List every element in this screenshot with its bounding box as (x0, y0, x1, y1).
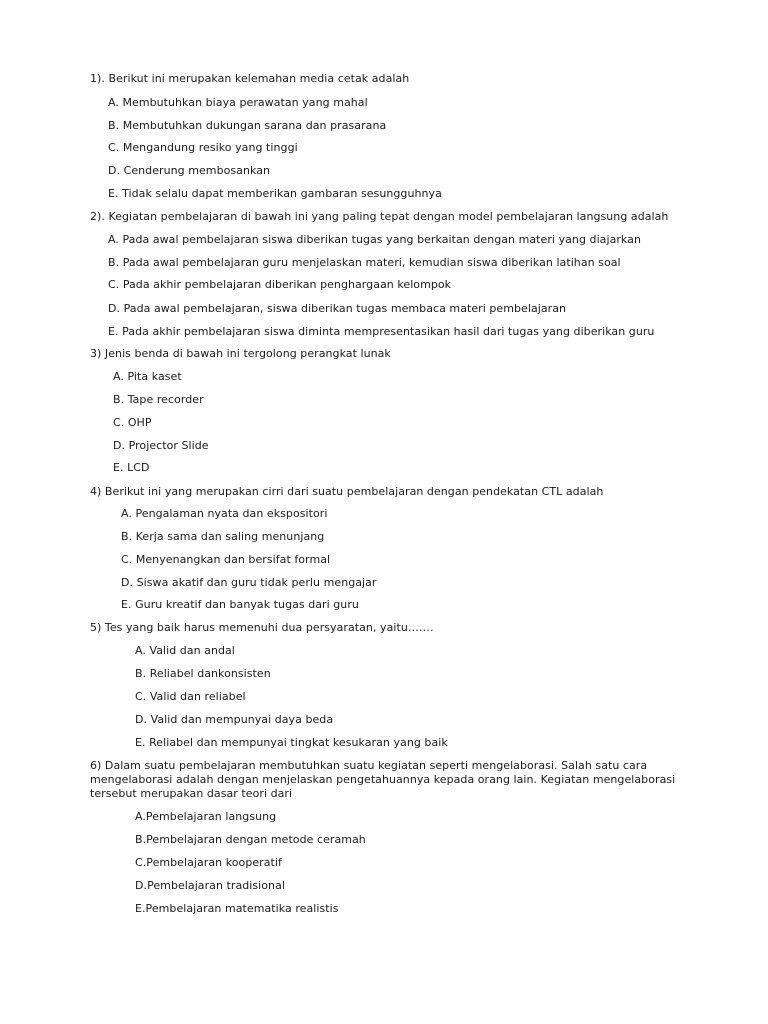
question-3-option-b: B. Tape recorder (113, 393, 204, 406)
question-6-text-line-2: mengelaborasi adalah dengan menjelaskan pengetahuannya kepada orang lain. Kegiatan mengelaborasi (90, 773, 676, 786)
question-5-option-c: C. Valid dan reliabel (135, 690, 246, 703)
question-4-text: 4) Berikut ini yang merupakan cirri dari suatu pembelajaran dengan pendekatan CTL adalah (90, 485, 604, 498)
question-5-text: 5) Tes yang baik harus memenuhi dua persyaratan, yaitu……. (90, 621, 434, 634)
question-1-option-d: D. Cenderung membosankan (108, 164, 271, 177)
question-3-option-c: C. OHP (113, 416, 152, 429)
question-3-option-d: D. Projector Slide (113, 439, 209, 452)
question-2-option-b: B. Pada awal pembelajaran guru menjelaskan materi, kemudian siswa diberikan latihan soal (108, 256, 621, 269)
question-4-option-a: A. Pengalaman nyata dan ekspositori (121, 507, 328, 520)
question-1-option-a: A. Membutuhkan biaya perawatan yang mahal (108, 96, 368, 109)
question-1-text: 1). Berikut ini merupakan kelemahan media cetak adalah (90, 72, 410, 85)
question-3-option-e: E. LCD (113, 461, 150, 474)
question-5-option-a: A. Valid dan andal (135, 644, 235, 657)
question-3-text: 3) Jenis benda di bawah ini tergolong perangkat lunak (90, 347, 391, 360)
question-4-option-d: D. Siswa akatif dan guru tidak perlu mengajar (121, 576, 377, 589)
question-1-option-e: E. Tidak selalu dapat memberikan gambaran sesungguhnya (108, 187, 442, 200)
question-2-option-a: A. Pada awal pembelajaran siswa diberikan tugas yang berkaitan dengan materi yang diajarkan (108, 233, 641, 246)
question-6-text-line-1: 6) Dalam suatu pembelajaran membutuhkan suatu kegiatan seperti mengelaborasi. Salah satu cara (90, 759, 648, 772)
question-6-option-a: A.Pembelajaran langsung (135, 810, 277, 823)
question-5-option-e: E. Reliabel dan mempunyai tingkat kesukaran yang baik (135, 736, 448, 749)
question-1-option-c: C. Mengandung resiko yang tinggi (108, 141, 298, 154)
question-3-option-a: A. Pita kaset (113, 370, 182, 383)
question-4-option-c: C. Menyenangkan dan bersifat formal (121, 553, 331, 566)
question-5-option-d: D. Valid dan mempunyai daya beda (135, 713, 334, 726)
question-1-option-b: B. Membutuhkan dukungan sarana dan prasarana (108, 119, 387, 132)
question-4-option-b: B. Kerja sama dan saling menunjang (121, 530, 325, 543)
question-2-option-e: E. Pada akhir pembelajaran siswa diminta mempresentasikan hasil dari tugas yang diberikan guru (108, 325, 655, 338)
question-6-text-line-3: tersebut merupakan dasar teori dari (90, 787, 293, 800)
question-2-option-d: D. Pada awal pembelajaran, siswa diberikan tugas membaca materi pembelajaran (108, 302, 567, 315)
question-4-option-e: E. Guru kreatif dan banyak tugas dari guru (121, 598, 359, 611)
question-6-option-c: C.Pembelajaran kooperatif (135, 856, 282, 869)
question-2-text: 2). Kegiatan pembelajaran di bawah ini yang paling tepat dengan model pembelajaran langsung adalah (90, 210, 669, 223)
question-6-option-d: D.Pembelajaran tradisional (135, 879, 285, 892)
question-6-option-b: B.Pembelajaran dengan metode ceramah (135, 833, 366, 846)
question-6-option-e: E.Pembelajaran matematika realistis (135, 902, 339, 915)
question-5-option-b: B. Reliabel dankonsisten (135, 667, 271, 680)
question-2-option-c: C. Pada akhir pembelajaran diberikan penghargaan kelompok (108, 278, 452, 291)
